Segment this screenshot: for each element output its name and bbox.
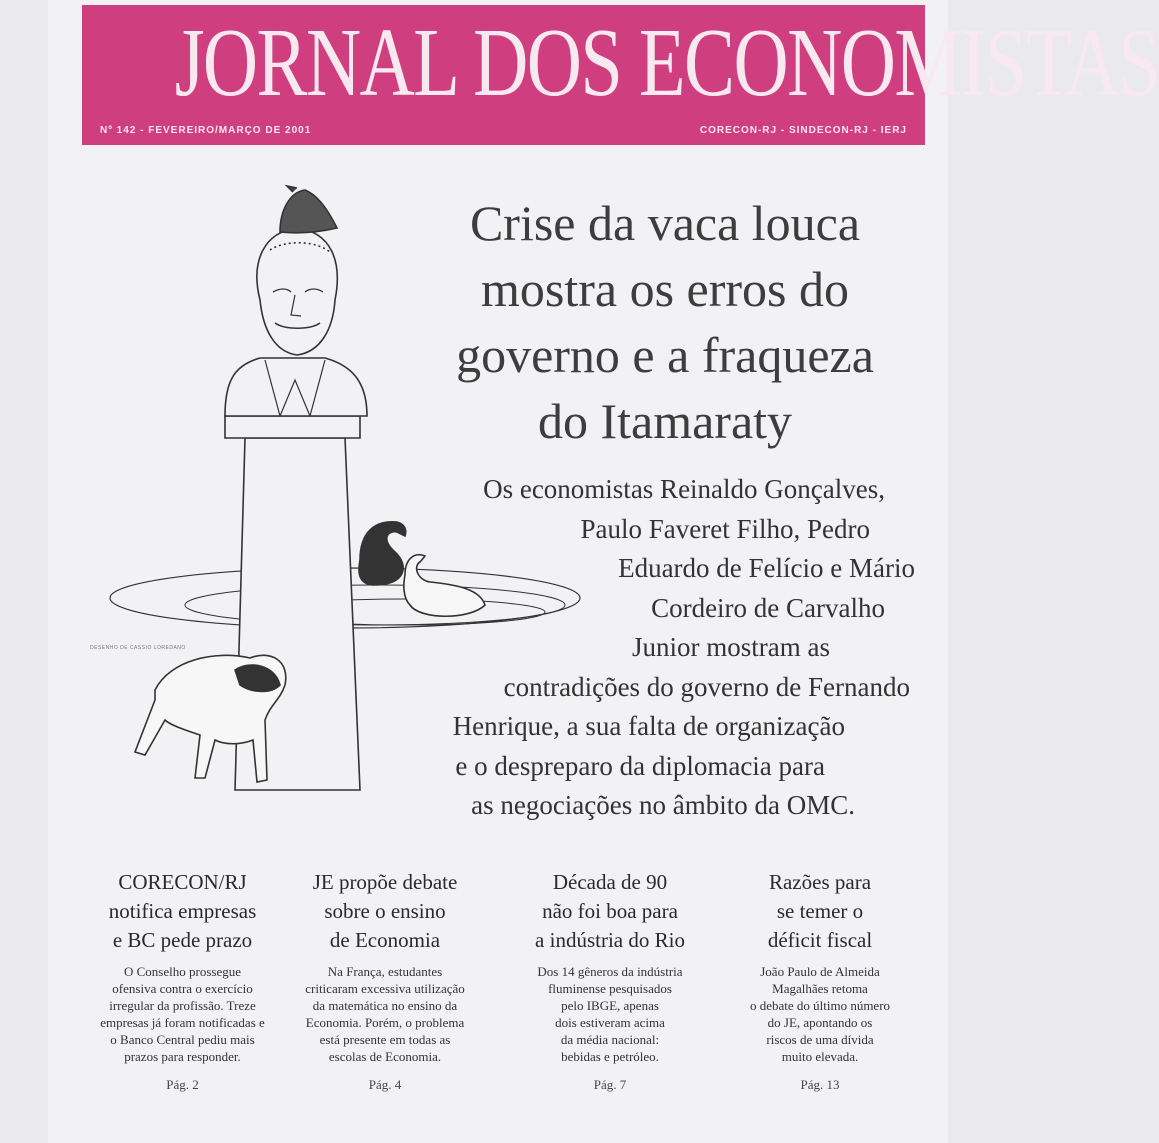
deck-line: e o despreparo da diplomacia para [455,750,825,781]
deck-line: Eduardo de Felício e Mário [618,553,915,583]
deck-line: Os economistas Reinaldo Gonçalves, [483,474,885,504]
teaser-summary: Na França, estudantes criticaram excessiva utilização da matemática no ensino da Economia. Porém, o problema está presente em todas as escolas de Economia. [305,964,465,1064]
teaser-deficit[interactable] [725,868,915,1093]
bird [280,190,337,233]
masthead [82,5,1159,145]
teaser-title: Década de 90 não foi boa para a indústria do Rio [535,870,685,952]
headline-line: Crise da vaca louca [469,195,861,251]
teaser-corecon[interactable] [90,868,275,1093]
newspaper-title: JORNAL DOS ECONOMISTAS [174,9,1159,117]
teaser-industria[interactable] [505,868,715,1093]
publishers: CORECON-RJ - SINDECON-RJ - IERJ [699,125,907,136]
deck-line: Henrique, a sua falta de organização [452,711,845,741]
headline-line: governo e a fraqueza [456,327,874,383]
teaser-page-ref[interactable]: Pág. 7 [593,1077,627,1092]
deck-line: contradições do governo de Fernando [503,671,910,702]
deck-line: Junior mostram as [632,632,830,662]
teaser-title: CORECON/RJ notifica empresas e BC pede prazo [108,870,257,952]
deck-line: Paulo Faveret Filho, Pedro [580,513,870,544]
teaser-title: Razões para se temer o déficit fiscal [767,870,873,952]
issue-info: Nº 142 - FEVEREIRO/MARÇO DE 2001 [100,125,312,136]
teaser-page-ref[interactable]: Pág. 13 [800,1077,840,1092]
teaser-ensino[interactable] [290,868,480,1093]
teaser-page-ref[interactable]: Pág. 2 [166,1077,199,1092]
teaser-page-ref[interactable]: Pág. 4 [368,1077,402,1092]
illustration-credit: DESENHO DE CASSIO LOREDANO [90,645,186,651]
teaser-summary: João Paulo de Almeida Magalhães retoma o debate do último número do JE, apontando os riscos de uma dívida muito elevada. [749,964,891,1064]
bust [225,358,367,416]
bust-head [257,228,337,355]
cover-headline [420,190,910,454]
headline-line: mostra os erros do [481,261,849,317]
deck-line: Cordeiro de Carvalho [651,592,885,623]
cover-deck [380,470,920,826]
teaser-summary: O Conselho prossegue ofensiva contra o exercício irregular da profissão. Treze empresas já foram notificadas e o Banco Central pediu mais prazos para responder. [100,964,265,1064]
teaser-summary: Dos 14 gêneros da indústria fluminense pesquisados pelo IBGE, apenas dois estiveram acima da média nacional: bebidas e petróleo. [537,964,683,1064]
teaser-title: JE propõe debate sobre o ensino de Economia [312,870,458,952]
deck-line: as negociações no âmbito da OMC. [471,790,855,820]
headline-line: do Itamaraty [537,393,793,449]
